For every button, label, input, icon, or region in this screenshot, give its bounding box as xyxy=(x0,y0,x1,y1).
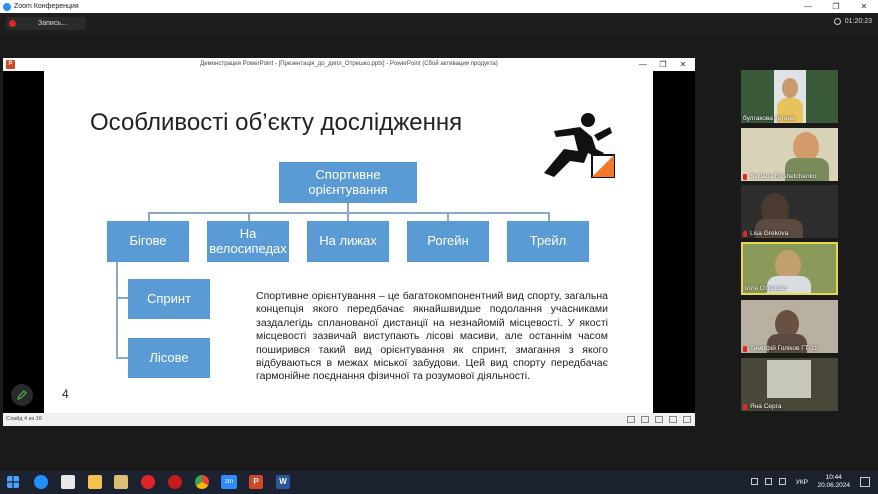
clock-time: 10:44 xyxy=(825,474,842,481)
sub-node: Лісове xyxy=(128,338,210,378)
mic-muted-icon xyxy=(743,231,747,237)
participant-name: булгакова тетяна xyxy=(743,115,795,122)
minimize-icon[interactable]: — xyxy=(804,2,812,11)
ppt-restore-icon[interactable]: ❐ xyxy=(659,60,667,69)
slide xyxy=(44,71,653,413)
participant-tile-active-speaker[interactable] xyxy=(741,242,838,295)
mic-muted-icon xyxy=(743,174,747,180)
slide-body-text: Спортивне орієнтування – це багатокомпонентний вид спорту, загальна концепція якого передбачає якнайшвидше подолання учасниками заздалегідь спланованої дистанції на незнайомій місцевості. У якості місцевості зазвичай виступають лісові масиви, але останнім часом поширився такий вид орієнтування як спринт, змагання з якого відбуваються в межах міської забудови. Цей вид спорту передбачає гармонійне поєднання фізичної та розумової діяльності. xyxy=(256,290,608,383)
slide-counter: Слайд 4 из 16 xyxy=(6,416,42,422)
zoom-taskbar-icon[interactable]: zm xyxy=(221,475,237,489)
branch-node: Трейл xyxy=(507,221,589,262)
branch-node: Рогейн xyxy=(407,221,489,262)
ppt-window-title: Демонстрация PowerPoint - [Презентація_до_дипл_Отрешко.pptx] - PowerPoint (Сбой активации продукта) xyxy=(200,61,498,67)
slide-number: 4 xyxy=(62,387,69,401)
view-buttons xyxy=(627,416,691,423)
participant-name: Ілля Отрешко xyxy=(745,285,787,292)
zoom-logo-icon xyxy=(3,3,11,11)
reading-view-icon[interactable] xyxy=(669,416,677,423)
ppt-close-icon[interactable]: ✕ xyxy=(679,60,687,69)
media-icon[interactable] xyxy=(114,475,128,489)
edge-icon[interactable] xyxy=(34,475,48,489)
wifi-icon[interactable] xyxy=(751,478,758,485)
zoom-toolbar xyxy=(0,13,878,35)
language-indicator[interactable]: УКР xyxy=(795,479,808,486)
mic-muted-icon xyxy=(743,346,747,352)
window-controls xyxy=(794,0,878,13)
participant-name: Яна Серга xyxy=(743,403,781,410)
participant-name: Тимофій Голіков ГТ-11 xyxy=(743,345,818,352)
zoom-titlebar xyxy=(0,0,878,13)
taskbar-clock[interactable] xyxy=(817,474,850,490)
clock-date: 20.06.2024 xyxy=(817,482,850,489)
powerpoint-window xyxy=(3,58,695,426)
clock-icon xyxy=(834,18,841,25)
participant-name: Svitlana Reshetchenko xyxy=(743,173,817,180)
normal-view-icon[interactable] xyxy=(641,416,649,423)
participant-tile[interactable] xyxy=(741,300,838,353)
system-tray xyxy=(751,478,786,485)
orienteering-logo-icon xyxy=(534,111,618,179)
ppt-window-controls xyxy=(633,58,693,71)
participant-tile[interactable] xyxy=(741,70,838,123)
start-icon[interactable] xyxy=(7,476,19,488)
ppt-minimize-icon[interactable]: — xyxy=(639,60,647,69)
root-node: Спортивне орієнтування xyxy=(279,162,417,203)
pen-tool-button[interactable] xyxy=(11,384,33,406)
slideshow-icon[interactable] xyxy=(683,416,691,423)
opera-icon[interactable] xyxy=(141,475,155,489)
windows-taskbar xyxy=(0,471,878,494)
zoom-window-title: Zoom Конференция xyxy=(14,3,79,10)
record-icon xyxy=(9,20,16,27)
word-taskbar-icon[interactable]: W xyxy=(276,475,290,489)
participant-name: Lisa Grekova xyxy=(743,230,788,237)
participant-tile[interactable] xyxy=(741,185,838,238)
sorter-view-icon[interactable] xyxy=(655,416,663,423)
timer-value: 01:20:23 xyxy=(844,18,872,25)
ppt-titlebar xyxy=(3,58,695,71)
volume-icon[interactable] xyxy=(779,478,786,485)
pen-icon xyxy=(17,390,27,400)
notes-icon[interactable] xyxy=(627,416,635,423)
chrome-icon[interactable] xyxy=(195,475,209,489)
mic-muted-icon xyxy=(743,404,747,410)
branch-node: На лижах xyxy=(307,221,389,262)
participant-tile[interactable] xyxy=(741,128,838,181)
battery-icon[interactable] xyxy=(765,478,772,485)
meeting-timer xyxy=(834,18,872,25)
notifications-icon[interactable] xyxy=(860,477,870,487)
opera-gx-icon[interactable] xyxy=(168,475,182,489)
branch-node: На велосипедах xyxy=(207,221,289,262)
participant-tile[interactable] xyxy=(741,358,838,411)
close-icon[interactable]: ✕ xyxy=(860,2,868,11)
recording-label: Запись... xyxy=(38,20,67,27)
sub-node: Спринт xyxy=(128,279,210,319)
powerpoint-taskbar-icon[interactable]: P xyxy=(249,475,263,489)
store-icon[interactable] xyxy=(61,475,75,489)
maximize-icon[interactable]: ❐ xyxy=(832,2,840,11)
branch-node: Бігове xyxy=(107,221,189,262)
ppt-statusbar xyxy=(3,413,695,426)
powerpoint-icon: P xyxy=(6,60,15,69)
slide-title: Особливості об’єкту дослідження xyxy=(90,109,463,136)
recording-button[interactable] xyxy=(6,17,86,30)
explorer-icon[interactable] xyxy=(88,475,102,489)
